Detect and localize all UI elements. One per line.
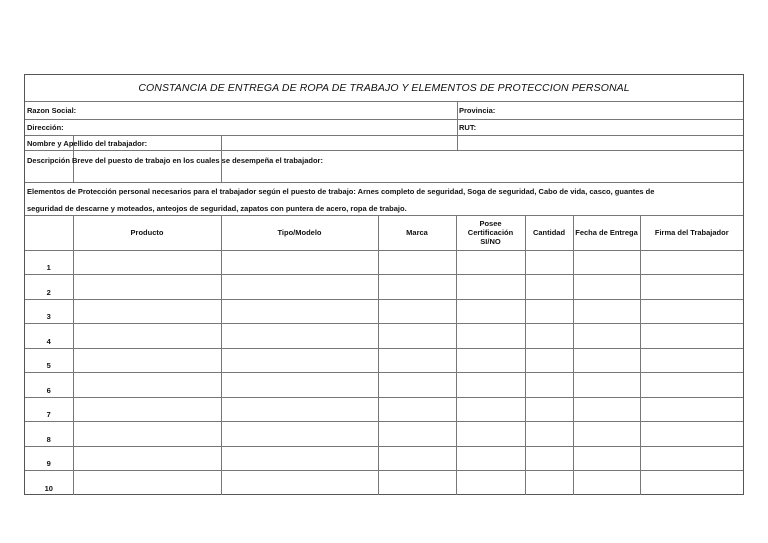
- producto-cell[interactable]: [73, 373, 221, 398]
- razon-social-label: Razon Social:: [27, 106, 77, 115]
- cantidad-cell[interactable]: [525, 348, 573, 373]
- elementos-block: [25, 183, 743, 216]
- rut-label: RUT:: [459, 123, 477, 132]
- table-header-row: [25, 216, 743, 250]
- producto-cell[interactable]: [73, 422, 221, 447]
- header-marca: Marca: [378, 216, 456, 250]
- cantidad-cell[interactable]: [525, 397, 573, 422]
- marca-cell[interactable]: [378, 373, 456, 398]
- marca-cell[interactable]: [378, 324, 456, 349]
- cantidad-cell[interactable]: [525, 446, 573, 471]
- header-producto: Producto: [73, 216, 221, 250]
- fecha-cell[interactable]: [573, 397, 640, 422]
- table-row: [25, 373, 743, 398]
- delivery-form: [24, 74, 744, 495]
- nombre-row: [25, 136, 743, 151]
- razon-social-field[interactable]: [25, 102, 457, 119]
- header-firma-trabajador: Firma del Trabajador: [640, 216, 743, 250]
- direccion-row: [25, 120, 743, 136]
- marca-cell[interactable]: [378, 250, 456, 275]
- descripcion-field[interactable]: [25, 151, 743, 169]
- tipo-cell[interactable]: [221, 275, 378, 300]
- firma-cell[interactable]: [640, 299, 743, 324]
- marca-cell[interactable]: [378, 275, 456, 300]
- delivery-table: [25, 216, 743, 495]
- table-row: [25, 422, 743, 447]
- firma-cell[interactable]: [640, 373, 743, 398]
- marca-cell[interactable]: [378, 422, 456, 447]
- tipo-cell[interactable]: [221, 250, 378, 275]
- table-row: [25, 471, 743, 496]
- producto-cell[interactable]: [73, 348, 221, 373]
- producto-cell[interactable]: [73, 446, 221, 471]
- razon-social-row: [25, 102, 743, 120]
- producto-cell[interactable]: [73, 324, 221, 349]
- header-cantidad: Cantidad: [525, 216, 573, 250]
- nombre-field[interactable]: [25, 136, 457, 150]
- producto-cell[interactable]: [73, 275, 221, 300]
- descripcion-label: Descripción Breve del puesto de trabajo en los cuales se desempeña el trabajador:: [27, 155, 323, 165]
- rut-field[interactable]: [457, 120, 743, 135]
- marca-cell[interactable]: [378, 348, 456, 373]
- fecha-cell[interactable]: [573, 299, 640, 324]
- table-row: [25, 299, 743, 324]
- cantidad-cell[interactable]: [525, 275, 573, 300]
- row-number: 5: [25, 348, 73, 373]
- marca-cell[interactable]: [378, 446, 456, 471]
- firma-cell[interactable]: [640, 250, 743, 275]
- firma-cell[interactable]: [640, 397, 743, 422]
- certificacion-cell[interactable]: [456, 471, 525, 496]
- table-row: [25, 275, 743, 300]
- elementos-line-1: Elementos de Protección personal necesarios para el trabajador según el puesto de trabajo: Arnes completo de seguridad, Soga de seguridad, Cabo de vida, casco, guantes de: [27, 187, 655, 196]
- cantidad-cell[interactable]: [525, 250, 573, 275]
- cantidad-cell[interactable]: [525, 299, 573, 324]
- marca-cell[interactable]: [378, 299, 456, 324]
- certificacion-cell[interactable]: [456, 250, 525, 275]
- certificacion-cell[interactable]: [456, 422, 525, 447]
- firma-cell[interactable]: [640, 471, 743, 496]
- row-number: 9: [25, 446, 73, 471]
- firma-cell[interactable]: [640, 275, 743, 300]
- cantidad-cell[interactable]: [525, 422, 573, 447]
- fecha-cell[interactable]: [573, 471, 640, 496]
- elementos-line-2: seguridad de descarne y moteados, anteojos de seguridad, zapatos con puntera de acero, ropa de trabajo.: [27, 204, 407, 213]
- fecha-cell[interactable]: [573, 422, 640, 447]
- table-row: [25, 250, 743, 275]
- row-number: 7: [25, 397, 73, 422]
- table-row: [25, 348, 743, 373]
- cantidad-cell[interactable]: [525, 373, 573, 398]
- fecha-cell[interactable]: [573, 446, 640, 471]
- fecha-cell[interactable]: [573, 373, 640, 398]
- row-number: 6: [25, 373, 73, 398]
- producto-cell[interactable]: [73, 471, 221, 496]
- descripcion-row: [25, 151, 743, 183]
- fecha-cell[interactable]: [573, 250, 640, 275]
- certificacion-cell[interactable]: [456, 275, 525, 300]
- firma-cell[interactable]: [640, 446, 743, 471]
- cantidad-cell[interactable]: [525, 471, 573, 496]
- nombre-label: Nombre y Apellido del trabajador:: [27, 138, 148, 148]
- fecha-cell[interactable]: [573, 348, 640, 373]
- producto-cell[interactable]: [73, 250, 221, 275]
- row-number: 3: [25, 299, 73, 324]
- tipo-cell[interactable]: [221, 397, 378, 422]
- certificacion-cell[interactable]: [456, 446, 525, 471]
- producto-cell[interactable]: [73, 299, 221, 324]
- firma-cell[interactable]: [640, 324, 743, 349]
- cantidad-cell[interactable]: [525, 324, 573, 349]
- producto-cell[interactable]: [73, 397, 221, 422]
- tipo-cell[interactable]: [221, 324, 378, 349]
- header-posee-certificacion: Posee Certificación SI/NO: [456, 216, 525, 250]
- row-number: 10: [25, 471, 73, 496]
- row-number: 2: [25, 275, 73, 300]
- firma-cell[interactable]: [640, 348, 743, 373]
- row-number: 1: [25, 250, 73, 275]
- tipo-cell[interactable]: [221, 299, 378, 324]
- certificacion-cell[interactable]: [456, 348, 525, 373]
- marca-cell[interactable]: [378, 397, 456, 422]
- tipo-cell[interactable]: [221, 471, 378, 496]
- provincia-field[interactable]: [457, 102, 743, 119]
- provincia-label: Provincia:: [459, 106, 496, 115]
- direccion-field[interactable]: [25, 120, 457, 135]
- header-fecha-entrega: Fecha de Entrega: [573, 216, 640, 250]
- table-row: [25, 324, 743, 349]
- tipo-cell[interactable]: [221, 373, 378, 398]
- marca-cell[interactable]: [378, 471, 456, 496]
- tipo-cell[interactable]: [221, 446, 378, 471]
- direccion-label: Dirección:: [27, 123, 64, 132]
- table-row: [25, 397, 743, 422]
- form-title: CONSTANCIA DE ENTREGA DE ROPA DE TRABAJO Y ELEMENTOS DE PROTECCION PERSONAL: [25, 75, 743, 102]
- fecha-cell[interactable]: [573, 275, 640, 300]
- tipo-cell[interactable]: [221, 348, 378, 373]
- certificacion-cell[interactable]: [456, 397, 525, 422]
- table-row: [25, 446, 743, 471]
- row-number: 4: [25, 324, 73, 349]
- fecha-cell[interactable]: [573, 324, 640, 349]
- certificacion-cell[interactable]: [456, 373, 525, 398]
- firma-cell[interactable]: [640, 422, 743, 447]
- tipo-cell[interactable]: [221, 422, 378, 447]
- header-number: [25, 216, 73, 250]
- header-tipo-modelo: Tipo/Modelo: [221, 216, 378, 250]
- certificacion-cell[interactable]: [456, 299, 525, 324]
- certificacion-cell[interactable]: [456, 324, 525, 349]
- row-number: 8: [25, 422, 73, 447]
